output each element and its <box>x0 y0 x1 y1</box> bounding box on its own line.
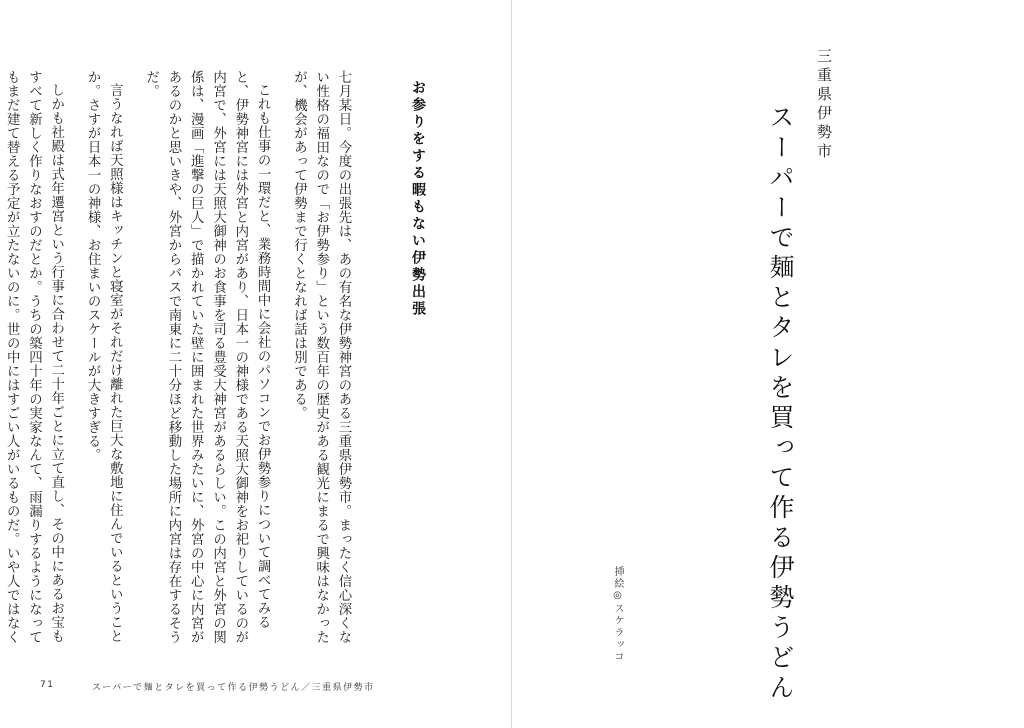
paragraph: 言うなれば天照様はキッチンと寝室がそれだけ離れた巨大な敷地に住んでいるということか。さすが日本一の神様、お住まいのスケールが大きすぎる。 <box>85 70 123 644</box>
page-number: 71 <box>40 680 55 690</box>
section-heading: お参りをする暇もない伊勢出張 <box>410 80 426 318</box>
paragraph: 七月某日。今度の出張先は、あの有名な伊勢神宮のある三重県伊勢市。まったく信心深くない性格の福田なので「お伊勢参り」という数百年の歴史がある観光にまるで興味はなかったが、機会があって伊勢まで行くとなれば話は別である。 <box>291 70 351 644</box>
illustration-credit: 挿絵◎スケラッコ <box>612 566 623 663</box>
chapter-title: スーパーで麺とタレを買って作る伊勢うどん <box>766 104 795 704</box>
page-gutter <box>511 0 512 728</box>
paragraph: しかも社殿は式年遷宮という行事に合わせて二十年ごとに立て直し、その中にあるお宝もすべて新しく作りなおすのだとか。うちの築四十年の実家なんて、雨漏りするようになってもまだ建て替える予定が立たないのに。世の中にはすごい人がいるものだ。いや人ではなく <box>4 70 64 644</box>
chapter-location: 三重県伊勢市 <box>815 48 833 162</box>
paragraph: これも仕事の一環だと、業務時間中に会社のパソコンでお伊勢参りについて調べてみると、伊勢神宮には外宮と内宮があり、日本一の神様である天照大御神をお祀りしているのが内宮で、外宮には天照大御神のお食事を司る豊受大神宮があるらしい。この内宮と外宮の関係は、漫画「進撃の巨人」で描かれていた壁に囲まれた世界みたいに、外宮の中心に内宮があるのかと思いきや、外宮からバスで南東に二十分ほど移動した場所に内宮は存在するそうだ。 <box>143 70 271 644</box>
running-header: スーパーで麺とタレを買って作る伊勢うどん／三重県伊勢市 <box>92 683 375 693</box>
body-text <box>0 70 354 650</box>
